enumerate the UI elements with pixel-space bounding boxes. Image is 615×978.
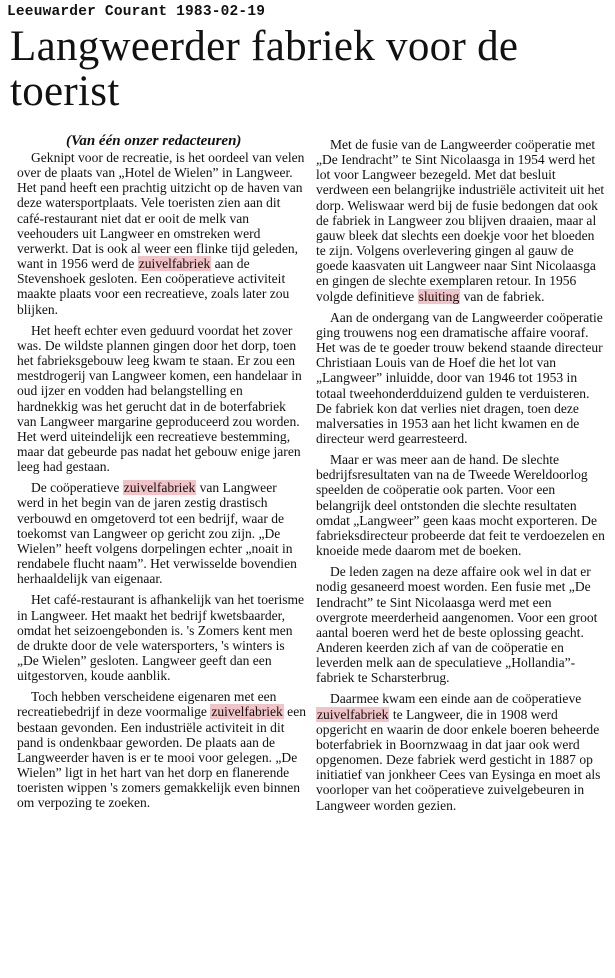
article-paragraph (316, 452, 606, 558)
highlighted-keyword: zuivelfabriek (211, 704, 283, 720)
article-paragraph (17, 689, 306, 810)
article-paragraph (316, 564, 606, 685)
highlighted-keyword: sluiting (418, 288, 460, 304)
paragraph-text: Het heeft echter even geduurd voordat het zover was. De wildste plannen gingen door het dorp, toen het fabrieksgebouw leeg kwam te staan. Er zou een mestdrogerij van Langweer komen, een handelaar in oud ijzer en vodden had belangstelling en hardnekkig was het gerucht dat in de boterfabriek van Langweer margarine geproduceerd zou worden. Het werd uiteindelijk een recreatieve bestemming, maar dat gebeurde pas nadat het gebouw enige jaren leeg had gestaan. (17, 322, 302, 475)
article-column-right (316, 137, 606, 819)
article-paragraph (17, 480, 306, 586)
paragraph-text: Geknipt voor de recreatie, is het oordeel van velen over de plaats van „Hotel de Wielen” in Langweer. Het pand heeft een prachtig uitzicht op de haven van deze watersportplaats. Vele toeristen zien aan dit café-restaurant niet dat er ooit de melk van veehouders uit Langweer en omstreken werd verwerkt. Dat is ook al weer een flinke tijd geleden, want in 1956 werd de (17, 150, 305, 272)
article-headline: Langweerder fabriek voor de toerist (10, 23, 519, 115)
paragraph-text: van de fabriek. (460, 288, 545, 304)
paragraph-text: Maar er was meer aan de hand. De slechte bedrijfsresultaten van na de Tweede Wereldoorlog speelden de coöperatie ook parten. Voor een belangrijk deel ontstonden die slechte resultaten omdat „Langweer” geen kaas mocht exporteren. De fabrieksdirecteur probeerde dat feit te verdoezelen en knoeide mede daarom met de boeken. (316, 452, 605, 559)
paragraph-text: Met de fusie van de Langweerder coöperatie met „De Iendracht” te Sint Nicolaasga in 1954 werd het lot voor Langweer bezegeld. Met dat besluit verdween een belangrijke industriële activiteit uit het dorp. Weliswaar werd bij de fusie bedongen dat ook de fabriek in Langweer zou blijven draaien, maar al gauw bleek dat slechts een doekje voor het bloeden te zijn. Volgens overlevering gingen al gauw de goede kaasvaten uit Langweer naar Sint Nicolaasga en gingen de slechte exemplaren retour. In 1956 volgde definitieve (316, 137, 605, 304)
paragraph-text: aan de Stevenshoek gesloten. Een coöperatieve activiteit maakte plaats voor een recreatieve, zoals later zou blijken. (17, 256, 290, 317)
paragraph-text: een bestaan gevonden. Een industriële activiteit in dit pand is ondenkbaar geworden. De plaats aan de Langweerder haven is er te mooi voor gelegen. „De Wielen” ligt in het hart van het dorp en flanerende toeristen wippen 's zomers gemakkelijk even binnen om verpozing te zoeken. (17, 704, 306, 811)
highlighted-keyword: zuivelfabriek (123, 480, 196, 496)
paragraph-text: Het café-restaurant is afhankelijk van het toerisme in Langweer. Het maakt het bedrijf kwetsbaarder, omdat het seizoengebonden is. 's Zomers kent men de drukte door de vele watersporters, 's winters is „De Wielen” gesloten. Langweer geeft dan een uitgestorven, koude aanblik. (17, 592, 305, 684)
article-paragraph (316, 137, 606, 304)
article-paragraph (17, 323, 306, 475)
paragraph-text: te Langweer, die in 1908 werd opgericht en waarin de door enkele boeren beheerde boterfabriek in Boornzwaag in dat jaar ook werd opgenomen. Deze fabriek werd gesticht in 1887 op initiatief van jonkheer Cees van Eysinga en moet als voorloper van het coöperatieve zuivelgebeuren in Langweer worden gezien. (316, 706, 601, 813)
article-column-left (17, 150, 306, 817)
highlighted-keyword: zuivelfabriek (317, 706, 389, 722)
article-byline: (Van één onzer redacteuren) (66, 133, 242, 149)
paragraph-text: Toch hebben verscheidene eigenaren met een recreatiebedrijf in deze voormalige (17, 689, 277, 720)
paragraph-text: Aan de ondergang van de Langweerder coöperatie ging trouwens nog een dramatische affaire vooraf. Het was de te goeder trouw bekend staande directeur Christiaan Louis van de Hoef die het lot van „Langweer” inluidde, door van 1946 tot 1953 in totaal tweehonderdduizend gulden te verduisteren. De fabriek kon dat verlies niet dragen, toen deze malversaties in 1953 aan het licht kwamen en de directeur werd gearresteerd. (316, 309, 603, 446)
article-paragraph (316, 310, 606, 446)
paragraph-text: Daarmee kwam een einde aan de coöperatieve (330, 691, 582, 707)
newspaper-header: Leeuwarder Courant 1983-02-19 (7, 4, 266, 20)
article-paragraph (316, 691, 606, 812)
highlighted-keyword: zuivelfabriek (138, 256, 211, 272)
article-paragraph (17, 592, 306, 683)
paragraph-text: De leden zagen na deze affaire ook wel in dat er nodig gesaneerd moest worden. Een fusie met „De Iendracht” te Sint Nicolaasga werd met een overgrote meerderheid aangenomen. Voor een groot aantal boeren werd het de beste oplossing geacht. Anderen keerden zich af van de coöperatie en leverden melk aan de speculatieve „Hollandia”-fabriek te Scharsterbrug. (316, 564, 598, 686)
paragraph-text: van Langweer werd in het begin van de jaren zestig drastisch verbouwd en omgetoverd tot een bedrijf, waar de toekomst van Langweer op gericht zou zijn. „De Wielen” heeft volgens dorpelingen echter „noait in rendabele flucht naam”. Het verwisselde bovendien herhaaldelijk van eigenaar. (17, 480, 297, 587)
paragraph-text: De coöperatieve (31, 480, 123, 496)
article-paragraph (17, 150, 306, 317)
